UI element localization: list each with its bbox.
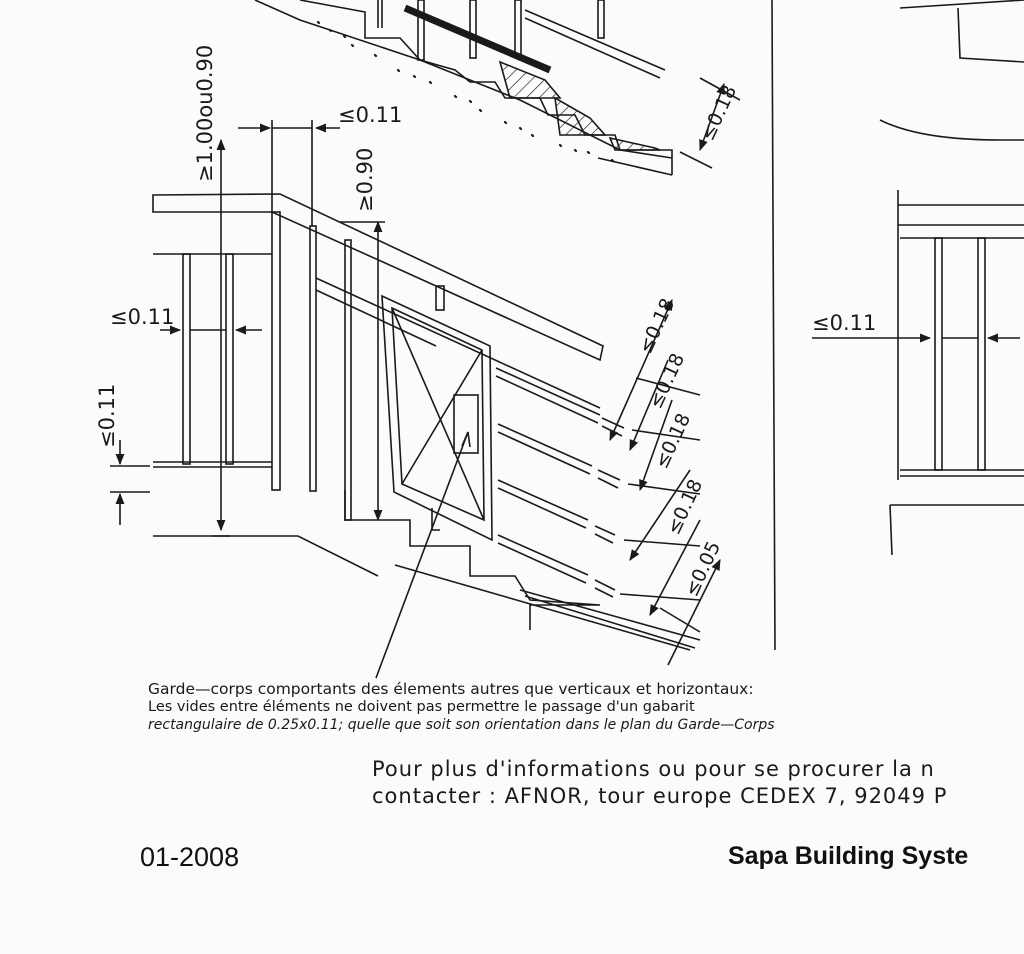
- dim-stair-top: ≤0.18: [696, 82, 742, 145]
- dim-rail-height: ≥0.90: [353, 147, 377, 212]
- dim-spacing-1: ≤0.18: [634, 295, 680, 358]
- dim-bottom-gap: ≤0.11: [95, 383, 119, 448]
- caption-line-2: Les vides entre éléments ne doivent pas permettre le passage d'un gabarit: [148, 699, 695, 715]
- upper-stair-section: [255, 0, 672, 175]
- dim-left-baluster-gap: ≤0.11: [110, 305, 175, 329]
- sheet-divider: [772, 0, 775, 650]
- dimension-lines: [110, 120, 720, 665]
- main-guardrail: [153, 194, 700, 678]
- diagram-caption: [148, 680, 908, 734]
- document-date: 01-2008: [140, 842, 240, 872]
- dim-total-height: ≥1.00ou0.90: [193, 44, 217, 182]
- dim-spacing-5: ≤0.05: [680, 538, 726, 601]
- info-notice: [372, 756, 1024, 810]
- caption-line-3: rectangulaire de 0.25x0.11; quelle que soit son orientation dans le plan du Garde—Corps: [148, 717, 775, 733]
- dim-spacing-4: ≤0.18: [662, 476, 708, 539]
- dim-spacing-2: ≤0.18: [644, 350, 690, 413]
- dim-right-baluster-gap: ≤0.11: [812, 311, 877, 335]
- dim-top-gap: ≤0.11: [338, 103, 403, 127]
- dim-spacing-3: ≤0.18: [650, 410, 696, 473]
- caption-line-1: Garde—corps comportants des élements autres que verticaux et horizontaux:: [148, 680, 754, 698]
- company-name: Sapa Building Syste: [728, 842, 969, 870]
- info-line-2: contacter : AFNOR, tour europe CEDEX 7, 92049 P: [372, 784, 948, 808]
- right-detail: [812, 0, 1024, 555]
- info-line-1: Pour plus d'informations ou pour se procurer la n: [372, 757, 935, 781]
